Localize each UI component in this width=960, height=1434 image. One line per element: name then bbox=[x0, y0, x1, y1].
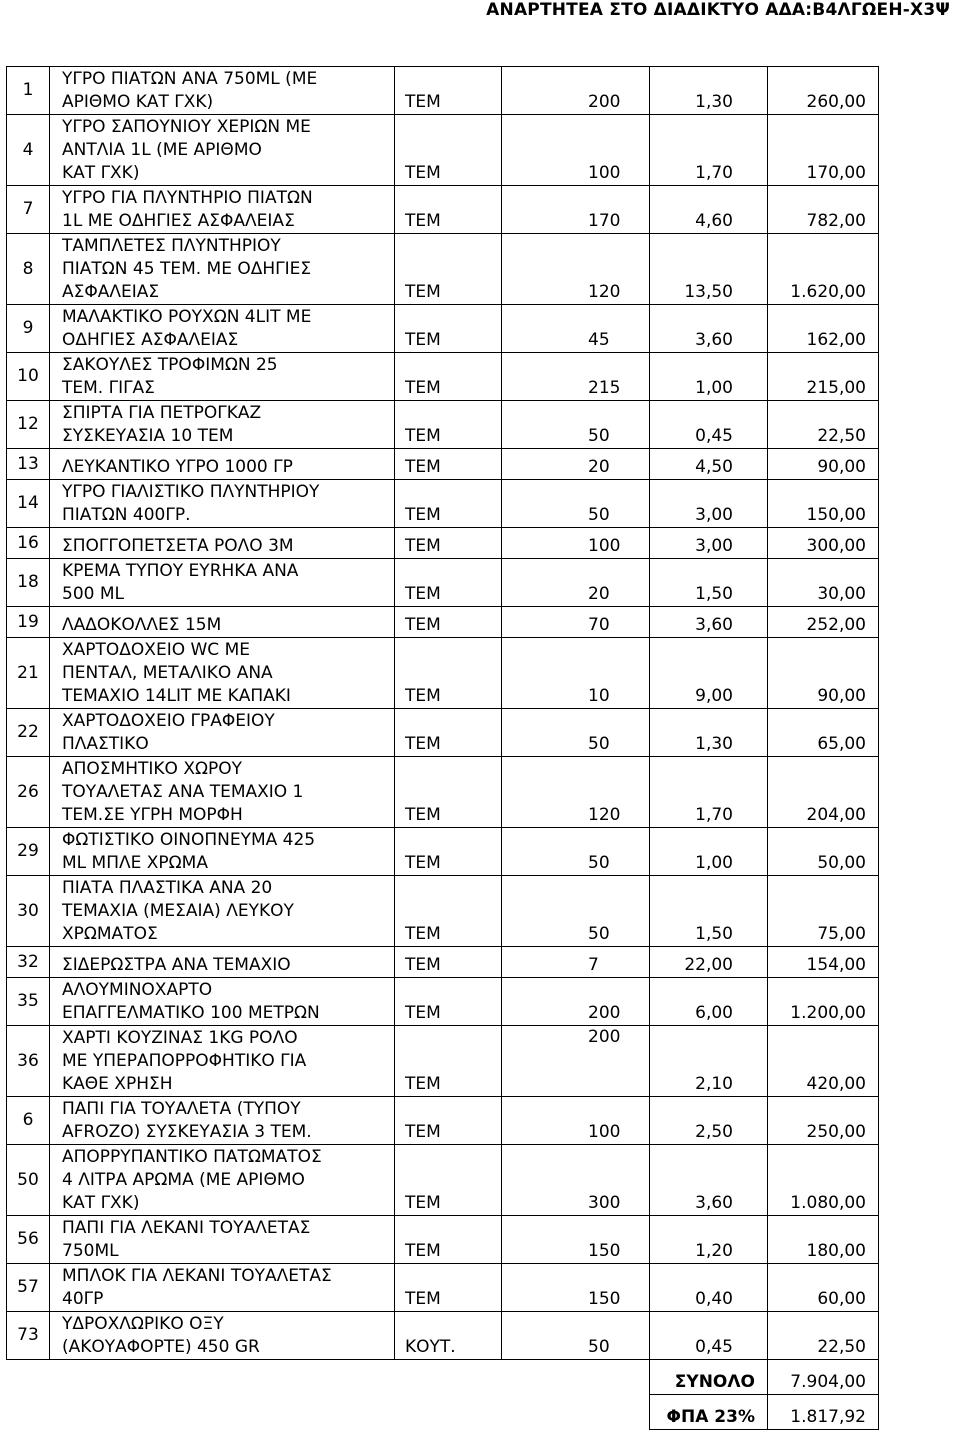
item-unit: ΤΕΜ bbox=[395, 67, 502, 115]
item-description bbox=[50, 1312, 395, 1360]
table-row bbox=[7, 1097, 879, 1145]
description-line: ΠΙΑΤΩΝ 45 ΤΕΜ. ΜΕ ΟΔΗΓΙΕΣ bbox=[62, 259, 312, 279]
item-description bbox=[50, 828, 395, 876]
item-quantity: 200 bbox=[502, 978, 650, 1026]
description-line: ΤΕΜΑΧΙΟ 14LIT ΜΕ ΚΑΠΑΚΙ bbox=[62, 686, 291, 706]
item-quantity: 10 bbox=[502, 638, 650, 709]
item-total: 30,00 bbox=[768, 559, 879, 607]
description-line: ΧΡΩΜΑΤΟΣ bbox=[62, 924, 158, 944]
description-line: ΜΕ ΥΠΕΡΑΠΟΡΡΟΦΗΤΙΚΟ ΓΙΑ bbox=[62, 1051, 307, 1071]
description-line: ΣΙΔΕΡΩΣΤΡΑ ΑΝΑ ΤΕΜΑΧΙΟ bbox=[62, 955, 291, 975]
item-unit-price: 1,50 bbox=[650, 876, 768, 947]
item-description bbox=[50, 1264, 395, 1312]
summary-value: 7.904,00 bbox=[768, 1360, 879, 1395]
item-quantity: 50 bbox=[502, 828, 650, 876]
description-line: ΟΔΗΓΙΕΣ ΑΣΦΑΛΕΙΑΣ bbox=[62, 330, 239, 350]
description-line: ΧΑΡΤΟΔΟΧΕΙΟ ΓΡΑΦΕΙΟΥ bbox=[62, 711, 275, 731]
description-line: ΑΛΟΥΜΙΝΟΧΑΡΤΟ bbox=[62, 980, 213, 1000]
table-row bbox=[7, 115, 879, 186]
item-total: 154,00 bbox=[768, 947, 879, 978]
empty-cell bbox=[7, 1395, 50, 1430]
item-quantity: 150 bbox=[502, 1216, 650, 1264]
table-row bbox=[7, 186, 879, 234]
item-unit-price: 3,60 bbox=[650, 607, 768, 638]
item-description bbox=[50, 353, 395, 401]
item-quantity: 150 bbox=[502, 1264, 650, 1312]
item-unit-price: 1,20 bbox=[650, 1216, 768, 1264]
item-number: 57 bbox=[7, 1264, 50, 1312]
item-description bbox=[50, 757, 395, 828]
item-number: 10 bbox=[7, 353, 50, 401]
description-line: ΜΠΛΟΚ ΓΙΑ ΛΕΚΑΝΙ ΤΟΥΑΛΕΤΑΣ bbox=[62, 1266, 332, 1286]
description-line: ΑΠΟΡΡΥΠΑΝΤΙΚΟ ΠΑΤΩΜΑΤΟΣ bbox=[62, 1147, 322, 1167]
item-number: 73 bbox=[7, 1312, 50, 1360]
item-quantity: 20 bbox=[502, 449, 650, 480]
item-number: 6 bbox=[7, 1097, 50, 1145]
table-row bbox=[7, 480, 879, 528]
item-quantity: 100 bbox=[502, 115, 650, 186]
description-line: ΚΑΘΕ ΧΡΗΣΗ bbox=[62, 1074, 173, 1094]
item-description bbox=[50, 234, 395, 305]
item-unit: ΤΕΜ bbox=[395, 305, 502, 353]
item-unit: ΤΕΜ bbox=[395, 353, 502, 401]
table-row bbox=[7, 353, 879, 401]
item-unit-price: 1,00 bbox=[650, 828, 768, 876]
item-total: 300,00 bbox=[768, 528, 879, 559]
item-quantity: 7 bbox=[502, 947, 650, 978]
table-row bbox=[7, 978, 879, 1026]
summary-label: ΣΥΝΟΛΟ bbox=[650, 1360, 768, 1395]
item-unit-price: 4,60 bbox=[650, 186, 768, 234]
description-line: ΤΑΜΠΛΕΤΕΣ ΠΛΥΝΤΗΡΙΟΥ bbox=[62, 236, 281, 256]
description-line: ΣΥΣΚΕΥΑΣΙΑ 10 ΤΕΜ bbox=[62, 426, 234, 446]
empty-cell bbox=[50, 1360, 395, 1395]
item-total: 50,00 bbox=[768, 828, 879, 876]
document-header: ΑΝΑΡΤΗΤΕΑ ΣΤΟ ΔΙΑΔΙΚΤΥΟ ΑΔΑ:Β4ΛΓΩΕΗ-Χ3Ψ bbox=[486, 0, 950, 20]
item-unit: ΤΕΜ bbox=[395, 828, 502, 876]
item-description bbox=[50, 876, 395, 947]
item-unit: ΤΕΜ bbox=[395, 480, 502, 528]
table-row bbox=[7, 828, 879, 876]
item-total: 150,00 bbox=[768, 480, 879, 528]
table-row bbox=[7, 559, 879, 607]
empty-cell bbox=[395, 1360, 502, 1395]
table-row bbox=[7, 638, 879, 709]
description-line: ΤΕΜΑΧΙΑ (ΜΕΣΑΙΑ) ΛΕΥΚΟΥ bbox=[62, 901, 294, 921]
table-row bbox=[7, 757, 879, 828]
item-unit-price: 1,70 bbox=[650, 115, 768, 186]
item-total: 22,50 bbox=[768, 1312, 879, 1360]
item-quantity: 100 bbox=[502, 1097, 650, 1145]
item-unit: ΤΕΜ bbox=[395, 978, 502, 1026]
description-line: ΥΓΡΟ ΓΙΑ ΠΛΥΝΤΗΡΙΟ ΠΙΑΤΩΝ bbox=[62, 188, 313, 208]
description-line: 500 ML bbox=[62, 584, 124, 604]
table-row bbox=[7, 1312, 879, 1360]
item-total: 1.080,00 bbox=[768, 1145, 879, 1216]
item-description bbox=[50, 480, 395, 528]
table-row bbox=[7, 528, 879, 559]
description-line: 40ΓΡ bbox=[62, 1289, 104, 1309]
item-number: 8 bbox=[7, 234, 50, 305]
item-unit-price: 1,30 bbox=[650, 67, 768, 115]
items-table-body bbox=[7, 67, 879, 1430]
summary-value: 1.817,92 bbox=[768, 1395, 879, 1430]
item-unit: ΤΕΜ bbox=[395, 709, 502, 757]
table-row bbox=[7, 234, 879, 305]
item-quantity: 50 bbox=[502, 876, 650, 947]
description-line: ΤΟΥΑΛΕΤΑΣ ΑΝΑ ΤΕΜΑΧΙΟ 1 bbox=[62, 782, 304, 802]
item-number: 12 bbox=[7, 401, 50, 449]
item-description bbox=[50, 528, 395, 559]
item-total: 782,00 bbox=[768, 186, 879, 234]
description-line: ΠΙΑΤΑ ΠΛΑΣΤΙΚΑ ΑΝΑ 20 bbox=[62, 878, 273, 898]
item-quantity: 170 bbox=[502, 186, 650, 234]
item-quantity: 45 bbox=[502, 305, 650, 353]
item-unit-price: 1,30 bbox=[650, 709, 768, 757]
item-number: 50 bbox=[7, 1145, 50, 1216]
item-number: 22 bbox=[7, 709, 50, 757]
table-row bbox=[7, 1026, 879, 1097]
table-row bbox=[7, 1216, 879, 1264]
item-number: 36 bbox=[7, 1026, 50, 1097]
table-row bbox=[7, 449, 879, 480]
item-quantity: 200 bbox=[502, 67, 650, 115]
description-line: ΤΕΜ.ΣΕ ΥΓΡΗ ΜΟΡΦΗ bbox=[62, 805, 243, 825]
description-line: ΚΑΤ ΓΧΚ) bbox=[62, 1193, 140, 1213]
item-description bbox=[50, 559, 395, 607]
item-total: 260,00 bbox=[768, 67, 879, 115]
item-quantity: 120 bbox=[502, 234, 650, 305]
item-quantity: 50 bbox=[502, 709, 650, 757]
item-total: 215,00 bbox=[768, 353, 879, 401]
summary-label: ΦΠΑ 23% bbox=[650, 1395, 768, 1430]
item-unit: ΤΕΜ bbox=[395, 1097, 502, 1145]
item-description bbox=[50, 1097, 395, 1145]
item-quantity: 20 bbox=[502, 559, 650, 607]
item-number: 14 bbox=[7, 480, 50, 528]
item-unit: ΤΕΜ bbox=[395, 638, 502, 709]
summary-row-vat bbox=[7, 1395, 879, 1430]
description-line: ML ΜΠΛΕ ΧΡΩΜΑ bbox=[62, 853, 208, 873]
table-row bbox=[7, 1264, 879, 1312]
item-total: 250,00 bbox=[768, 1097, 879, 1145]
item-unit: ΤΕΜ bbox=[395, 449, 502, 480]
description-line: ΚΡΕΜΑ ΤΥΠΟΥ ΕΥRΗΚΑ ΑΝΑ bbox=[62, 561, 299, 581]
item-unit-price: 9,00 bbox=[650, 638, 768, 709]
description-line: ΤΕΜ. ΓΙΓΑΣ bbox=[62, 378, 155, 398]
item-unit: ΤΕΜ bbox=[395, 876, 502, 947]
item-unit-price: 3,60 bbox=[650, 1145, 768, 1216]
item-description bbox=[50, 401, 395, 449]
description-line: ΕΠΑΓΓΕΛΜΑΤΙΚΟ 100 ΜΕΤΡΩΝ bbox=[62, 1003, 320, 1023]
item-unit: ΤΕΜ bbox=[395, 1026, 502, 1097]
table-row bbox=[7, 607, 879, 638]
description-line: ΥΔΡΟΧΛΩΡΙΚΟ ΟΞΥ bbox=[62, 1314, 224, 1334]
description-line: ΑΡΙΘΜΟ ΚΑΤ ΓΧΚ) bbox=[62, 92, 214, 112]
table-row bbox=[7, 401, 879, 449]
item-unit-price: 3,60 bbox=[650, 305, 768, 353]
description-line: ΑΝΤΛΙΑ 1L (ΜΕ ΑΡΙΘΜΟ bbox=[62, 140, 262, 160]
item-unit: ΚΟΥΤ. bbox=[395, 1312, 502, 1360]
item-total: 65,00 bbox=[768, 709, 879, 757]
item-quantity: 50 bbox=[502, 401, 650, 449]
table-row bbox=[7, 67, 879, 115]
item-unit: ΤΕΜ bbox=[395, 607, 502, 638]
item-unit: ΤΕΜ bbox=[395, 947, 502, 978]
item-quantity: 215 bbox=[502, 353, 650, 401]
description-line: 1L ΜΕ ΟΔΗΓΙΕΣ ΑΣΦΑΛΕΙΑΣ bbox=[62, 211, 295, 231]
description-line: ΠΛΑΣΤΙΚΟ bbox=[62, 734, 149, 754]
item-unit: ΤΕΜ bbox=[395, 234, 502, 305]
item-number: 32 bbox=[7, 947, 50, 978]
description-line: ΜΑΛΑΚΤΙΚΟ ΡΟΥΧΩΝ 4LIT ΜΕ bbox=[62, 307, 312, 327]
item-total: 180,00 bbox=[768, 1216, 879, 1264]
item-total: 1.620,00 bbox=[768, 234, 879, 305]
item-number: 21 bbox=[7, 638, 50, 709]
description-line: ΦΩΤΙΣΤΙΚΟ ΟΙΝΟΠΝΕΥΜΑ 425 bbox=[62, 830, 316, 850]
item-unit: ΤΕΜ bbox=[395, 401, 502, 449]
description-line: ΛΑΔΟΚΟΛΛΕΣ 15Μ bbox=[62, 615, 222, 635]
item-unit-price: 22,00 bbox=[650, 947, 768, 978]
item-unit: ΤΕΜ bbox=[395, 1216, 502, 1264]
item-total: 90,00 bbox=[768, 638, 879, 709]
item-unit: ΤΕΜ bbox=[395, 757, 502, 828]
item-unit: ΤΕΜ bbox=[395, 1264, 502, 1312]
description-line: ΥΓΡΟ ΣΑΠΟΥΝΙΟΥ ΧΕΡΙΩΝ ΜΕ bbox=[62, 117, 311, 137]
item-number: 1 bbox=[7, 67, 50, 115]
item-total: 170,00 bbox=[768, 115, 879, 186]
item-unit-price: 2,10 bbox=[650, 1026, 768, 1097]
item-description bbox=[50, 607, 395, 638]
item-unit-price: 0,45 bbox=[650, 401, 768, 449]
description-line: ΥΓΡΟ ΓΙΑΛΙΣΤΙΚΟ ΠΛΥΝΤΗΡΙΟΥ bbox=[62, 482, 320, 502]
item-unit-price: 1,00 bbox=[650, 353, 768, 401]
item-unit-price: 13,50 bbox=[650, 234, 768, 305]
item-unit: ΤΕΜ bbox=[395, 559, 502, 607]
description-line: ΧΑΡΤΙ ΚΟΥΖΙΝΑΣ 1KG ΡΟΛΟ bbox=[62, 1028, 298, 1048]
item-number: 13 bbox=[7, 449, 50, 480]
item-description bbox=[50, 1216, 395, 1264]
item-number: 29 bbox=[7, 828, 50, 876]
empty-cell bbox=[7, 1360, 50, 1395]
item-unit: ΤΕΜ bbox=[395, 528, 502, 559]
item-unit: ΤΕΜ bbox=[395, 186, 502, 234]
items-table bbox=[6, 66, 879, 1430]
item-quantity: 120 bbox=[502, 757, 650, 828]
item-unit-price: 0,45 bbox=[650, 1312, 768, 1360]
description-line: ΠΑΠΙ ΓΙΑ ΛΕΚΑΝΙ ΤΟΥΑΛΕΤΑΣ bbox=[62, 1218, 311, 1238]
item-total: 1.200,00 bbox=[768, 978, 879, 1026]
description-line: ΑΠΟΣΜΗΤΙΚΟ ΧΩΡΟΥ bbox=[62, 759, 242, 779]
empty-cell bbox=[502, 1360, 650, 1395]
item-unit-price: 3,00 bbox=[650, 480, 768, 528]
item-number: 9 bbox=[7, 305, 50, 353]
empty-cell bbox=[395, 1395, 502, 1430]
item-quantity: 50 bbox=[502, 480, 650, 528]
item-description bbox=[50, 709, 395, 757]
item-number: 16 bbox=[7, 528, 50, 559]
item-total: 22,50 bbox=[768, 401, 879, 449]
item-unit-price: 6,00 bbox=[650, 978, 768, 1026]
table-row bbox=[7, 709, 879, 757]
summary-row-total bbox=[7, 1360, 879, 1395]
description-line: (ΑΚΟΥΑΦΟΡΤΕ) 450 GR bbox=[62, 1337, 260, 1357]
item-unit-price: 3,00 bbox=[650, 528, 768, 559]
table-row bbox=[7, 305, 879, 353]
item-number: 56 bbox=[7, 1216, 50, 1264]
table-row bbox=[7, 876, 879, 947]
description-line: ΠΙΑΤΩΝ 400ΓΡ. bbox=[62, 505, 191, 525]
description-line: ΑΣΦΑΛΕΙΑΣ bbox=[62, 282, 160, 302]
description-line: ΣΠΙΡΤΑ ΓΙΑ ΠΕΤΡΟΓΚΑΖ bbox=[62, 403, 262, 423]
item-number: 4 bbox=[7, 115, 50, 186]
description-line: ΣΑΚΟΥΛΕΣ ΤΡΟΦΙΜΩΝ 25 bbox=[62, 355, 278, 375]
item-quantity: 100 bbox=[502, 528, 650, 559]
item-total: 60,00 bbox=[768, 1264, 879, 1312]
item-description bbox=[50, 947, 395, 978]
item-unit-price: 1,70 bbox=[650, 757, 768, 828]
item-unit-price: 4,50 bbox=[650, 449, 768, 480]
item-total: 75,00 bbox=[768, 876, 879, 947]
item-quantity: 70 bbox=[502, 607, 650, 638]
table-row bbox=[7, 947, 879, 978]
item-number: 35 bbox=[7, 978, 50, 1026]
description-line: ΠΑΠΙ ΓΙΑ ΤΟΥΑΛΕΤΑ (ΤΥΠΟΥ bbox=[62, 1099, 301, 1119]
item-description bbox=[50, 978, 395, 1026]
item-total: 162,00 bbox=[768, 305, 879, 353]
item-number: 7 bbox=[7, 186, 50, 234]
description-line: ΣΠΟΓΓΟΠΕΤΣΕΤΑ ΡΟΛΟ 3Μ bbox=[62, 536, 294, 556]
table-row bbox=[7, 1145, 879, 1216]
description-line: 750ML bbox=[62, 1241, 119, 1261]
item-description bbox=[50, 638, 395, 709]
empty-cell bbox=[50, 1395, 395, 1430]
item-unit-price: 1,50 bbox=[650, 559, 768, 607]
item-description bbox=[50, 1026, 395, 1097]
item-unit: ΤΕΜ bbox=[395, 115, 502, 186]
item-number: 19 bbox=[7, 607, 50, 638]
description-line: ΧΑΡΤΟΔΟΧΕΙΟ WC ΜΕ bbox=[62, 640, 250, 660]
item-number: 30 bbox=[7, 876, 50, 947]
description-line: ΚΑΤ ΓΧΚ) bbox=[62, 163, 140, 183]
item-number: 26 bbox=[7, 757, 50, 828]
item-number: 18 bbox=[7, 559, 50, 607]
item-total: 420,00 bbox=[768, 1026, 879, 1097]
empty-cell bbox=[502, 1395, 650, 1430]
item-unit: ΤΕΜ bbox=[395, 1145, 502, 1216]
description-line: 4 ΛΙΤΡΑ ΑΡΩΜΑ (ΜΕ ΑΡΙΘΜΟ bbox=[62, 1170, 305, 1190]
item-description bbox=[50, 1145, 395, 1216]
item-unit-price: 2,50 bbox=[650, 1097, 768, 1145]
item-total: 252,00 bbox=[768, 607, 879, 638]
item-unit-price: 0,40 bbox=[650, 1264, 768, 1312]
item-description bbox=[50, 305, 395, 353]
description-line: ΠΕΝΤΑΛ, ΜΕΤΑΛΙΚΟ ΑΝΑ bbox=[62, 663, 273, 683]
item-total: 204,00 bbox=[768, 757, 879, 828]
description-line: ΛΕΥΚΑΝΤΙΚΟ ΥΓΡΟ 1000 ΓΡ bbox=[62, 457, 293, 477]
description-line: AFROZO) ΣΥΣΚΕΥΑΣΙΑ 3 ΤΕΜ. bbox=[62, 1122, 312, 1142]
item-quantity: 200 bbox=[502, 1026, 650, 1097]
item-quantity: 300 bbox=[502, 1145, 650, 1216]
item-description bbox=[50, 115, 395, 186]
item-total: 90,00 bbox=[768, 449, 879, 480]
item-description bbox=[50, 449, 395, 480]
item-description bbox=[50, 186, 395, 234]
description-line: ΥΓΡΟ ΠΙΑΤΩΝ ΑΝΑ 750ML (ΜΕ bbox=[62, 69, 318, 89]
item-description bbox=[50, 67, 395, 115]
item-quantity: 50 bbox=[502, 1312, 650, 1360]
